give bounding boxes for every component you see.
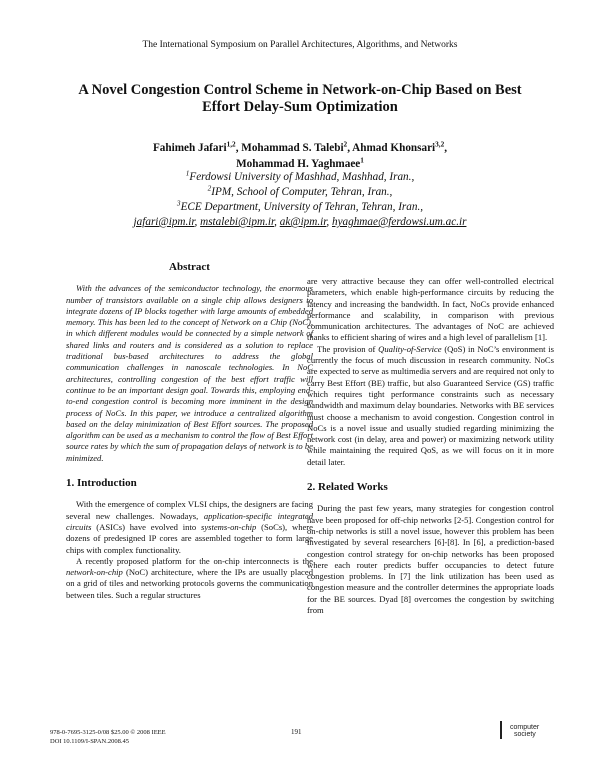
page-number: 191 bbox=[291, 728, 302, 736]
logo-line: society bbox=[514, 731, 536, 738]
affiliation-sup: 3 bbox=[176, 199, 181, 208]
affiliation-sup: 2 bbox=[207, 184, 212, 193]
affiliation bbox=[60, 170, 540, 185]
affiliation-text: IPM, School of Computer, Tehran, Iran., bbox=[211, 186, 393, 198]
emphasis-text: Quality-of-Service bbox=[378, 343, 442, 354]
qos-paragraph bbox=[307, 344, 554, 468]
emphasis-text: application-specific integrated circuits bbox=[66, 510, 313, 532]
text-span: (SoCs), where dozens of predesigned IP cores are assembled together to form large chips with complex functionality. bbox=[66, 521, 313, 555]
introduction-continued: are very attractive because they can offer well-controlled electrical parameters, which enable high-performance circuits by reducing the latency and increasing the bandwidth. In fact, NoCs provide enhanced performance and scalability, in comparison with previous communication architectures. The advantages of NoC are achieved thanks to efficient sharing of wires and a high level of parallelism [1]. bbox=[307, 276, 554, 343]
email-link[interactable]: mstalebi@ipm.ir bbox=[200, 216, 275, 228]
email-list: jafari@ipm.ir, mstalebi@ipm.ir, ak@ipm.ir, hyaghmae@ferdowsi.um.ac.ir bbox=[133, 216, 467, 228]
logo-text bbox=[510, 724, 539, 738]
logo-line: computer bbox=[510, 724, 540, 731]
introduction-paragraph bbox=[66, 499, 313, 555]
affiliation-text: Ferdowsi University of Mashhad, Mashhad, Iran., bbox=[189, 171, 415, 183]
introduction-paragraph bbox=[66, 556, 313, 601]
related-works-heading: 2. Related Works bbox=[307, 481, 388, 494]
email-link[interactable]: jafari@ipm.ir bbox=[133, 216, 195, 228]
related-works-paragraph: During the past few years, many strategies for congestion control have been proposed for off-chip networks [2-5]. Congestion control for on-chip networks is still a novel issue, however this problem has been investigated by several researchers [6]-[8]. In [6], a prediction-based congestion control strategy for on-chip networks has been proposed where each router predicts buffer occupancies to detect future congestion problems. In [7] the link utilization has been used as congestion measure and the controller determines the appropriate loads for the BE sources. Dyad [8] overcomes the congestion by switching from bbox=[307, 503, 554, 616]
logo-mark-icon bbox=[500, 721, 510, 739]
author-sup: 1,2 bbox=[226, 140, 236, 149]
text-span: With the emergence of complex VLSI chips, the designers are facing several new challenges. Nowadays, bbox=[66, 499, 313, 521]
footer-isbn: 978-0-7695-3125-0/08 $25.00 © 2008 IEEE bbox=[50, 729, 166, 736]
emphasis-text: network-on-chip bbox=[66, 567, 123, 578]
author-name: Ahmad Khonsari bbox=[352, 142, 436, 154]
affiliation-text: ECE Department, University of Tehran, Tehran, Iran., bbox=[180, 201, 424, 213]
footer-copyright bbox=[50, 728, 166, 746]
text-span: (ASICs) have evolved into bbox=[91, 521, 201, 532]
author-name: Mohammad S. Talebi bbox=[241, 142, 344, 154]
author-sup: 2 bbox=[343, 140, 348, 149]
text-span: (QoS) in NoC’s environment is currently the focus of much discussion in research community. NoCs are expected to serve as multimedia servers and are required not only to carry Best Effort (BE) traffic, but also Guaranteed Service (GS) traffic which requires tight performance constraints such as necessary bandwidth and maximum delay boundaries. Networks with BE services must choose a mechanism to avoid congestion. Congestion control in NoCs is a novel issue and usually studied regarding minimizing the network cost (in delay, area and power) or maximizing network utility while maintaining the required QoS, as we will focus on it in more detail later. bbox=[307, 343, 554, 467]
footer-doi: DOI 10.1109/I-SPAN.2008.45 bbox=[50, 738, 129, 745]
author-sup: 3,2 bbox=[435, 140, 445, 149]
text-span: A recently proposed platform for the on-chip interconnects is the bbox=[76, 555, 313, 566]
affiliation bbox=[60, 200, 540, 215]
affiliation bbox=[60, 185, 540, 200]
text-span: (NoC) architecture, where the IPs are usually placed on a grid of tiles and networking protocols governs the communication between tiles. Such a regular structures bbox=[66, 567, 313, 600]
abstract-heading: Abstract bbox=[169, 261, 210, 273]
text-span: The provision of bbox=[317, 343, 379, 354]
affiliation-sup: 1 bbox=[185, 169, 190, 178]
email-link[interactable]: hyaghmae@ferdowsi.um.ac.ir bbox=[331, 216, 467, 228]
paper-title: A Novel Congestion Control Scheme in Network-on-Chip Based on Best Effort Delay-Sum Optimization bbox=[78, 82, 522, 115]
email-link[interactable]: ak@ipm.ir bbox=[279, 216, 327, 228]
author-name: Fahimeh Jafari bbox=[152, 142, 227, 154]
author-name: Mohammad H. Yaghmaee bbox=[236, 158, 361, 170]
introduction-heading: 1. Introduction bbox=[66, 477, 137, 490]
emphasis-text: systems-on-chip bbox=[200, 521, 257, 532]
left-column bbox=[66, 262, 313, 601]
author-sup: 1 bbox=[360, 156, 364, 165]
computer-society-logo bbox=[498, 718, 544, 746]
conference-header: The International Symposium on Parallel Architectures, Algorithms, and Networks bbox=[142, 40, 458, 50]
author-list: Fahimeh Jafari$^{1,2}$, Mohammad S. Talebi$^2$, Ahmad Khonsari$^{3,2}$, Mohammad H. Yaghmaee$^1$ bbox=[152, 140, 448, 170]
right-column bbox=[307, 276, 554, 616]
affiliations bbox=[60, 170, 540, 230]
abstract-text: With the advances of the semiconductor technology, the enormous number of transistors available on a single chip allows designers to integrate dozens of IP blocks together with large amounts of embedded memory. This has been led to the concept of Network on a Chip (NoC), in which different modules would be connected by a simple network of shared links and routers and is considered as a solution to replace traditional bus-based architectures to address the global communication challenges in nanoscale technologies. In NoC architectures, controlling congestion of the best effort traffic will continue to be an important design goal. Towards this, employing end-to-end congestion control is becoming more imminent in the design process of NoCs. In this paper, we introduce a centralized algorithm based on the delay minimization of Best Effort sources. The proposed algorithm can be used as a mechanism to control the flow of Best Effort source rates by which the sum of propagation delays of network is to be minimized. bbox=[66, 283, 313, 463]
